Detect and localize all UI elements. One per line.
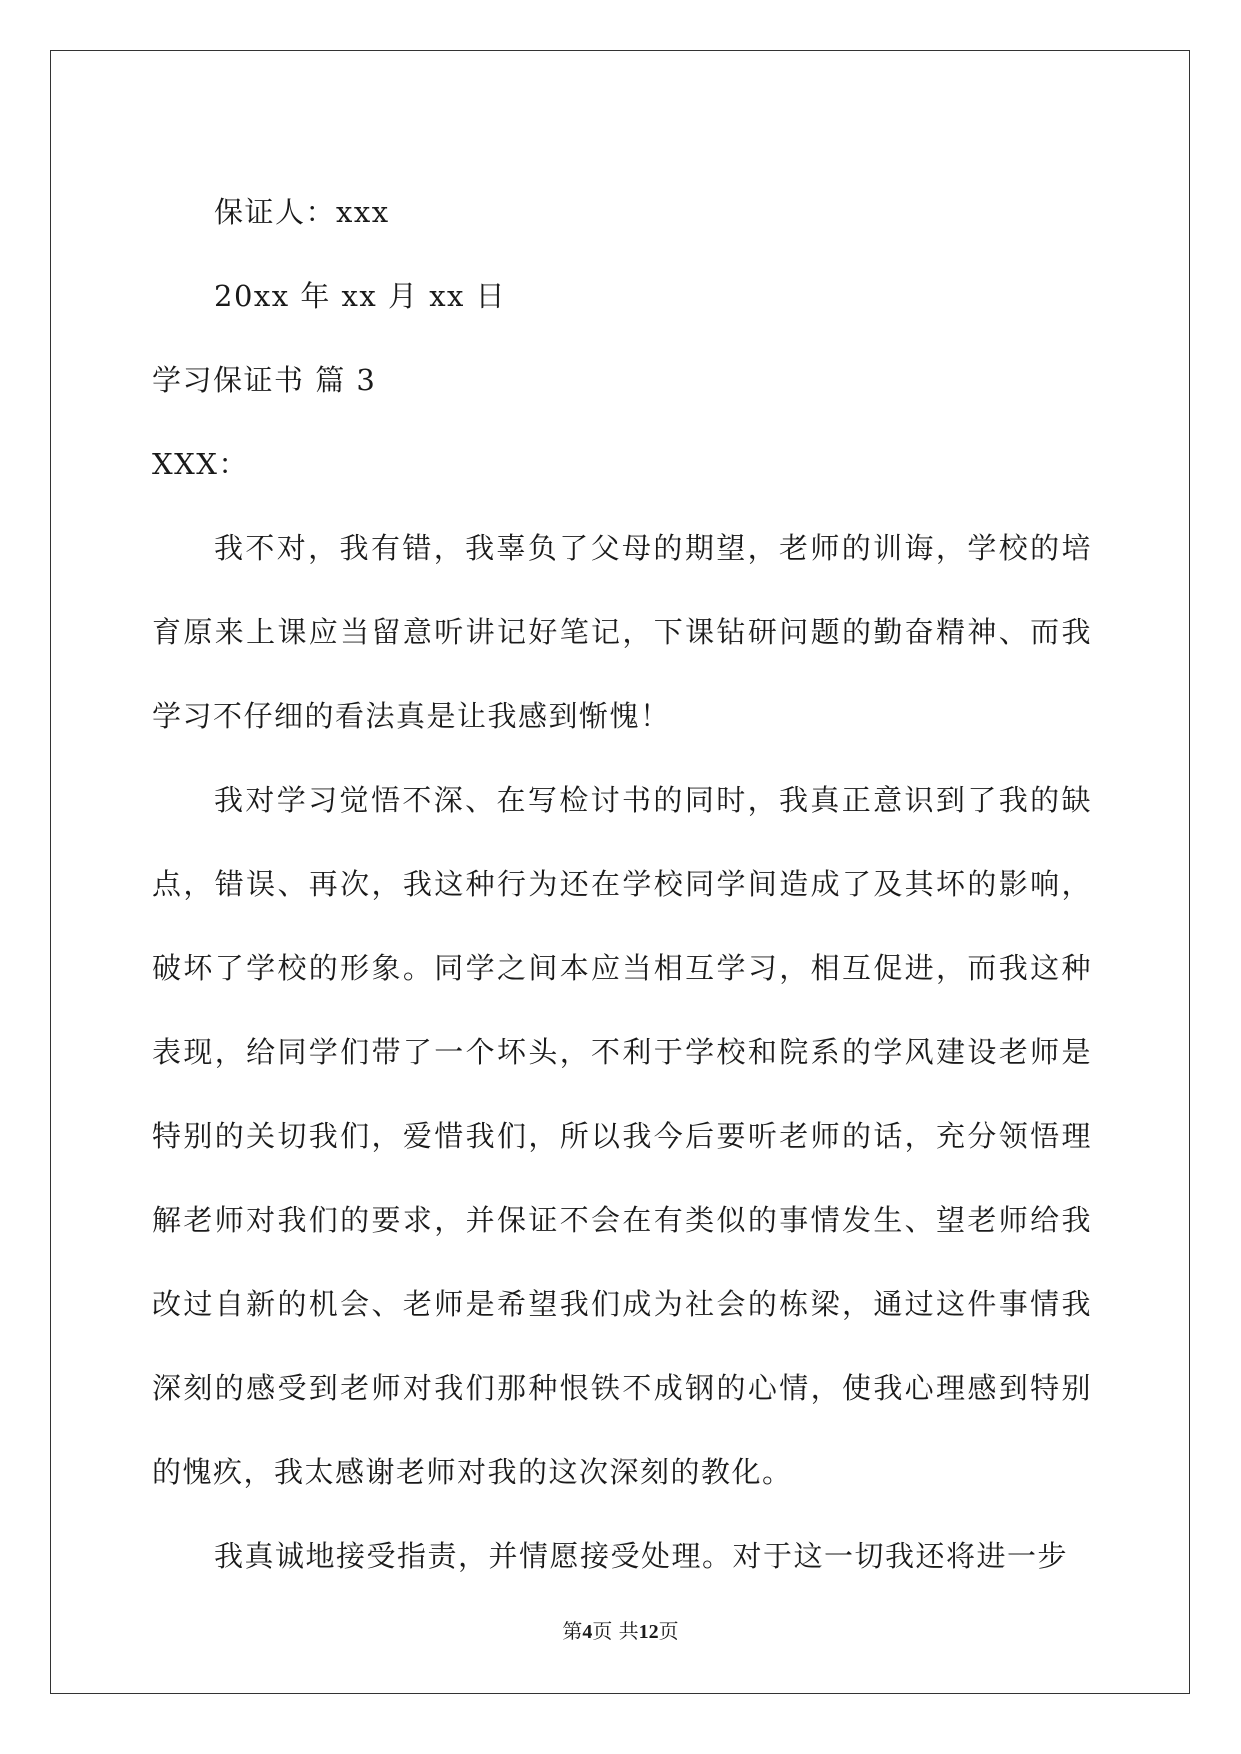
total-pages-number: 12 bbox=[638, 1621, 659, 1643]
salutation: XXX： bbox=[152, 447, 249, 481]
paragraph-1: 我不对，我有错，我辜负了父母的期望，老师的训诲，学校的培育原来上课应当留意听讲记好笔记，下课钻研问题的勤奋精神、而我学习不仔细的看法真是让我感到惭愧！ bbox=[152, 531, 1092, 733]
signature-line: 保证人：xxx bbox=[214, 195, 390, 229]
footer-prefix: 第 bbox=[562, 1619, 583, 1643]
current-page-number: 4 bbox=[582, 1621, 593, 1643]
paragraph-2: 我对学习觉悟不深、在写检讨书的同时，我真正意识到了我的缺点，错误、再次，我这种行为还在学校同学间造成了及其坏的影响，破坏了学校的形象。同学之间本应当相互学习，相互促进，而我这种表现，给同学们带了一个坏头，不利于学校和院系的学风建设老师是特别的关切我们，爱惜我们，所以我今后要听老师的话，充分领悟理解老师对我们的要求，并保证不会在有类似的事情发生、望老师给我改过自新的机会、老师是希望我们成为社会的栋梁，通过这件事情我深刻的感受到老师对我们那种恨铁不成钢的心情，使我心理感到特别的愧疚，我太感谢老师对我的这次深刻的教化。 bbox=[152, 783, 1092, 1489]
document-body bbox=[152, 170, 1092, 1598]
footer-suffix: 页 bbox=[658, 1619, 679, 1643]
footer-middle: 页 共 bbox=[592, 1619, 639, 1643]
page-footer bbox=[0, 1615, 1241, 1644]
section-title: 学习保证书 篇 3 bbox=[152, 363, 377, 397]
date-line: 20xx 年 xx 月 xx 日 bbox=[214, 279, 507, 313]
paragraph-3: 我真诚地接受指责，并情愿接受处理。对于这一切我还将进一步 bbox=[214, 1539, 1069, 1573]
